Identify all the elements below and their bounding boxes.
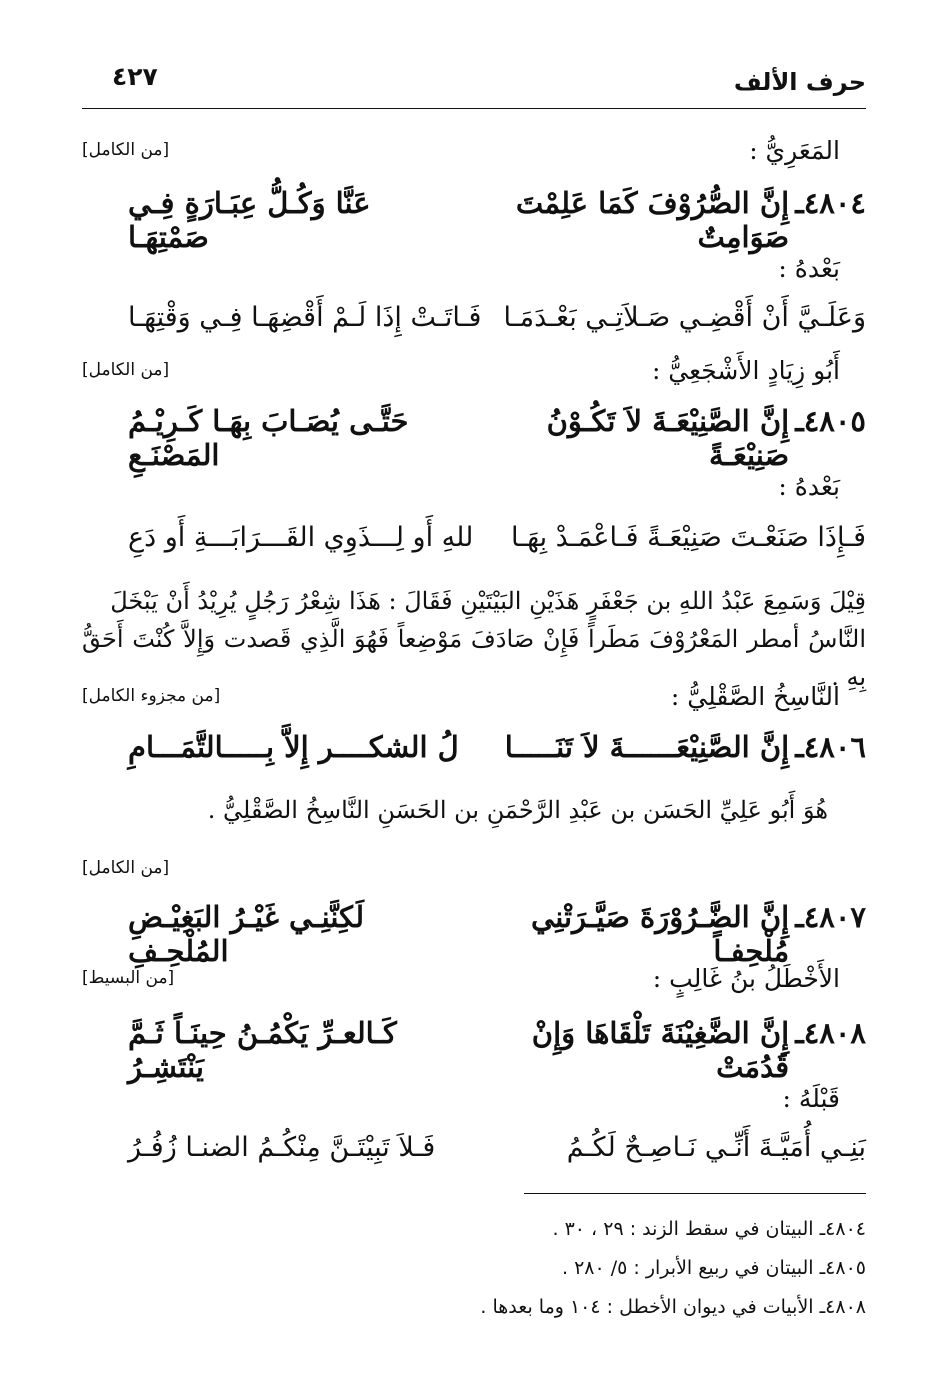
verse-hemistich-2: لَكِنَّنِـي غَيْـرُ البَغِيْـضِ المُلْحِـفِ: [128, 900, 365, 968]
meter-label: [من الكامل]: [82, 858, 170, 878]
footnote: ٤٨٠٥ـ البيتان في ربيع الأبرار : ٥/ ٢٨٠ .: [561, 1257, 866, 1279]
prose-line: قِيْلَ وَسَمِعَ عَبْدُ اللهِ بن جَعْفَرٍ هَذَيْنِ البَيْتَيْنِ فَقَالَ : هَذَا شِعْرُ رَجُلٍ يُرِيْدُ أَنْ يَبْخَلَ: [110, 587, 866, 615]
verse-hemistich-1: وَعَلَـيَّ أَنْ أَقْضِـي صَـلاَتِـي بَعْـدَمَـا: [503, 302, 866, 333]
verse-hemistich-2: للهِ أَو لِـــذَوِي القَـــرَابَـــةِ أَو دَعِ: [128, 522, 474, 553]
verse-number: ٤٨٠٦ـ: [795, 730, 866, 764]
verse-hemistich-1: إِنَّ الضَّـرُوْرَةَ صَيَّـرَتْنِي مُلْحِفـاً: [531, 900, 790, 968]
verse-4808: [128, 1016, 866, 1084]
verse-hemistich-2: عَنَّا وَكُـلُّ عِبَـارَةٍ فِـي صَمْتِهَـا: [128, 186, 371, 254]
verse-continuation: [128, 302, 866, 333]
verse-number: ٤٨٠٨ـ: [795, 1016, 866, 1050]
verse-hemistich-1: إِنَّ الصَّنِيْعَــــــةَ لاَ تَنَـــــا: [504, 730, 790, 764]
poet-biography: هُوَ أَبُو عَلِيِّ الحَسَن بن عَبْدِ الرَّحْمَنِ بن الحَسَنِ النَّاسِخُ الصَّقْلِيُّ .: [207, 796, 828, 824]
meter-label: [من الكامل]: [82, 140, 170, 160]
verse-continuation: [128, 1132, 866, 1163]
prose-line: النَّاسُ أمطر المَعْرُوْفَ مَطَراً فَإِنْ صَادَفَ مَوْضِعاً فَهُوَ الَّذِي قَصدت وَإِلاَّ كُنْتَ أَحَقُّ بِهِ .: [82, 625, 866, 691]
verse-4807: [128, 900, 866, 968]
poet-name: النَّاسِخُ الصَّقْلِيُّ :: [670, 682, 840, 711]
verse-hemistich-1: إِنَّ الصُّرُوْفَ كَمَا عَلِمْتَ صَوَامِتٌ: [515, 186, 790, 254]
poet-name: أَبُو زِيَادٍ الأَشْجَعِيُّ :: [651, 356, 840, 385]
continuation-label: بَعْدهُ :: [778, 254, 840, 283]
page-number: ٤٢٧: [112, 62, 158, 91]
verse-hemistich-2: لُ الشكــــر إِلاَّ بِـــــالتَّمَـــامِ: [128, 730, 459, 764]
continuation-label: قَبْلَهُ :: [782, 1084, 840, 1113]
verse-hemistich-1: بَنِـي أُمَيَّـةَ أَنِّـي نَـاصِـحٌ لَكُـمُ: [566, 1132, 866, 1163]
footnote: ٤٨٠٨ـ الأبيات في ديوان الأخطل : ١٠٤ وما بعدها .: [480, 1296, 866, 1318]
meter-label: [من الكامل]: [82, 360, 170, 380]
verse-hemistich-1: إِنَّ الصَّنِيْعَـةَ لاَ تَكُـوْنُ صَنِيْعَـةً: [546, 404, 790, 472]
verse-number: ٤٨٠٤ـ: [795, 186, 866, 220]
verse-hemistich-1: فَـإِذَا صَنَعْـتَ صَنِيْعَـةً فَـاعْمَـدْ بِهَـا: [511, 522, 866, 553]
meter-label: [من مجزوء الكامل]: [82, 686, 221, 706]
footnote-rule: [524, 1193, 866, 1194]
verse-number: ٤٨٠٥ـ: [795, 404, 866, 438]
footnote: ٤٨٠٤ـ البيتان في سقط الزند : ٢٩ ، ٣٠ .: [552, 1218, 866, 1240]
verse-hemistich-2: حَتَّـى يُصَـابَ بِهَـا كَـرِيْـمُ المَصْنَـعِ: [128, 404, 409, 472]
header-rule: [82, 108, 866, 109]
verse-4806: [128, 730, 866, 764]
meter-label: [من البسيط]: [82, 968, 175, 988]
verse-hemistich-2: فَـاتَـتْ إِذَا لَـمْ أَقْضِهَـا فِـي وَقْتِهَـا: [128, 302, 482, 333]
running-header-title: حرف الألف: [733, 68, 866, 96]
verse-hemistich-1: إِنَّ الضَّغِيْنَةَ تَلْقَاهَا وَإِنْ قَدُمَتْ: [531, 1016, 790, 1084]
prose-paragraph: [82, 582, 866, 696]
verse-number: ٤٨٠٧ـ: [795, 900, 866, 934]
verse-continuation: [128, 522, 866, 553]
verse-hemistich-2: كَـالعـرِّ يَكْمُـنُ حِينَـاً ثَـمَّ يَنْتَشِـرُ: [128, 1016, 397, 1084]
poet-name: الأَخْطَلُ بنُ غَالِبٍ :: [652, 964, 840, 993]
verse-hemistich-2: فَـلاَ تَبِيْتَـنَّ مِنْكُـمُ الضنـا زُفُـرُ: [128, 1132, 436, 1163]
verse-4804: [128, 186, 866, 254]
continuation-label: بَعْدهُ :: [778, 472, 840, 501]
poet-name: المَعَرِيُّ :: [749, 136, 840, 165]
verse-4805: [128, 404, 866, 472]
